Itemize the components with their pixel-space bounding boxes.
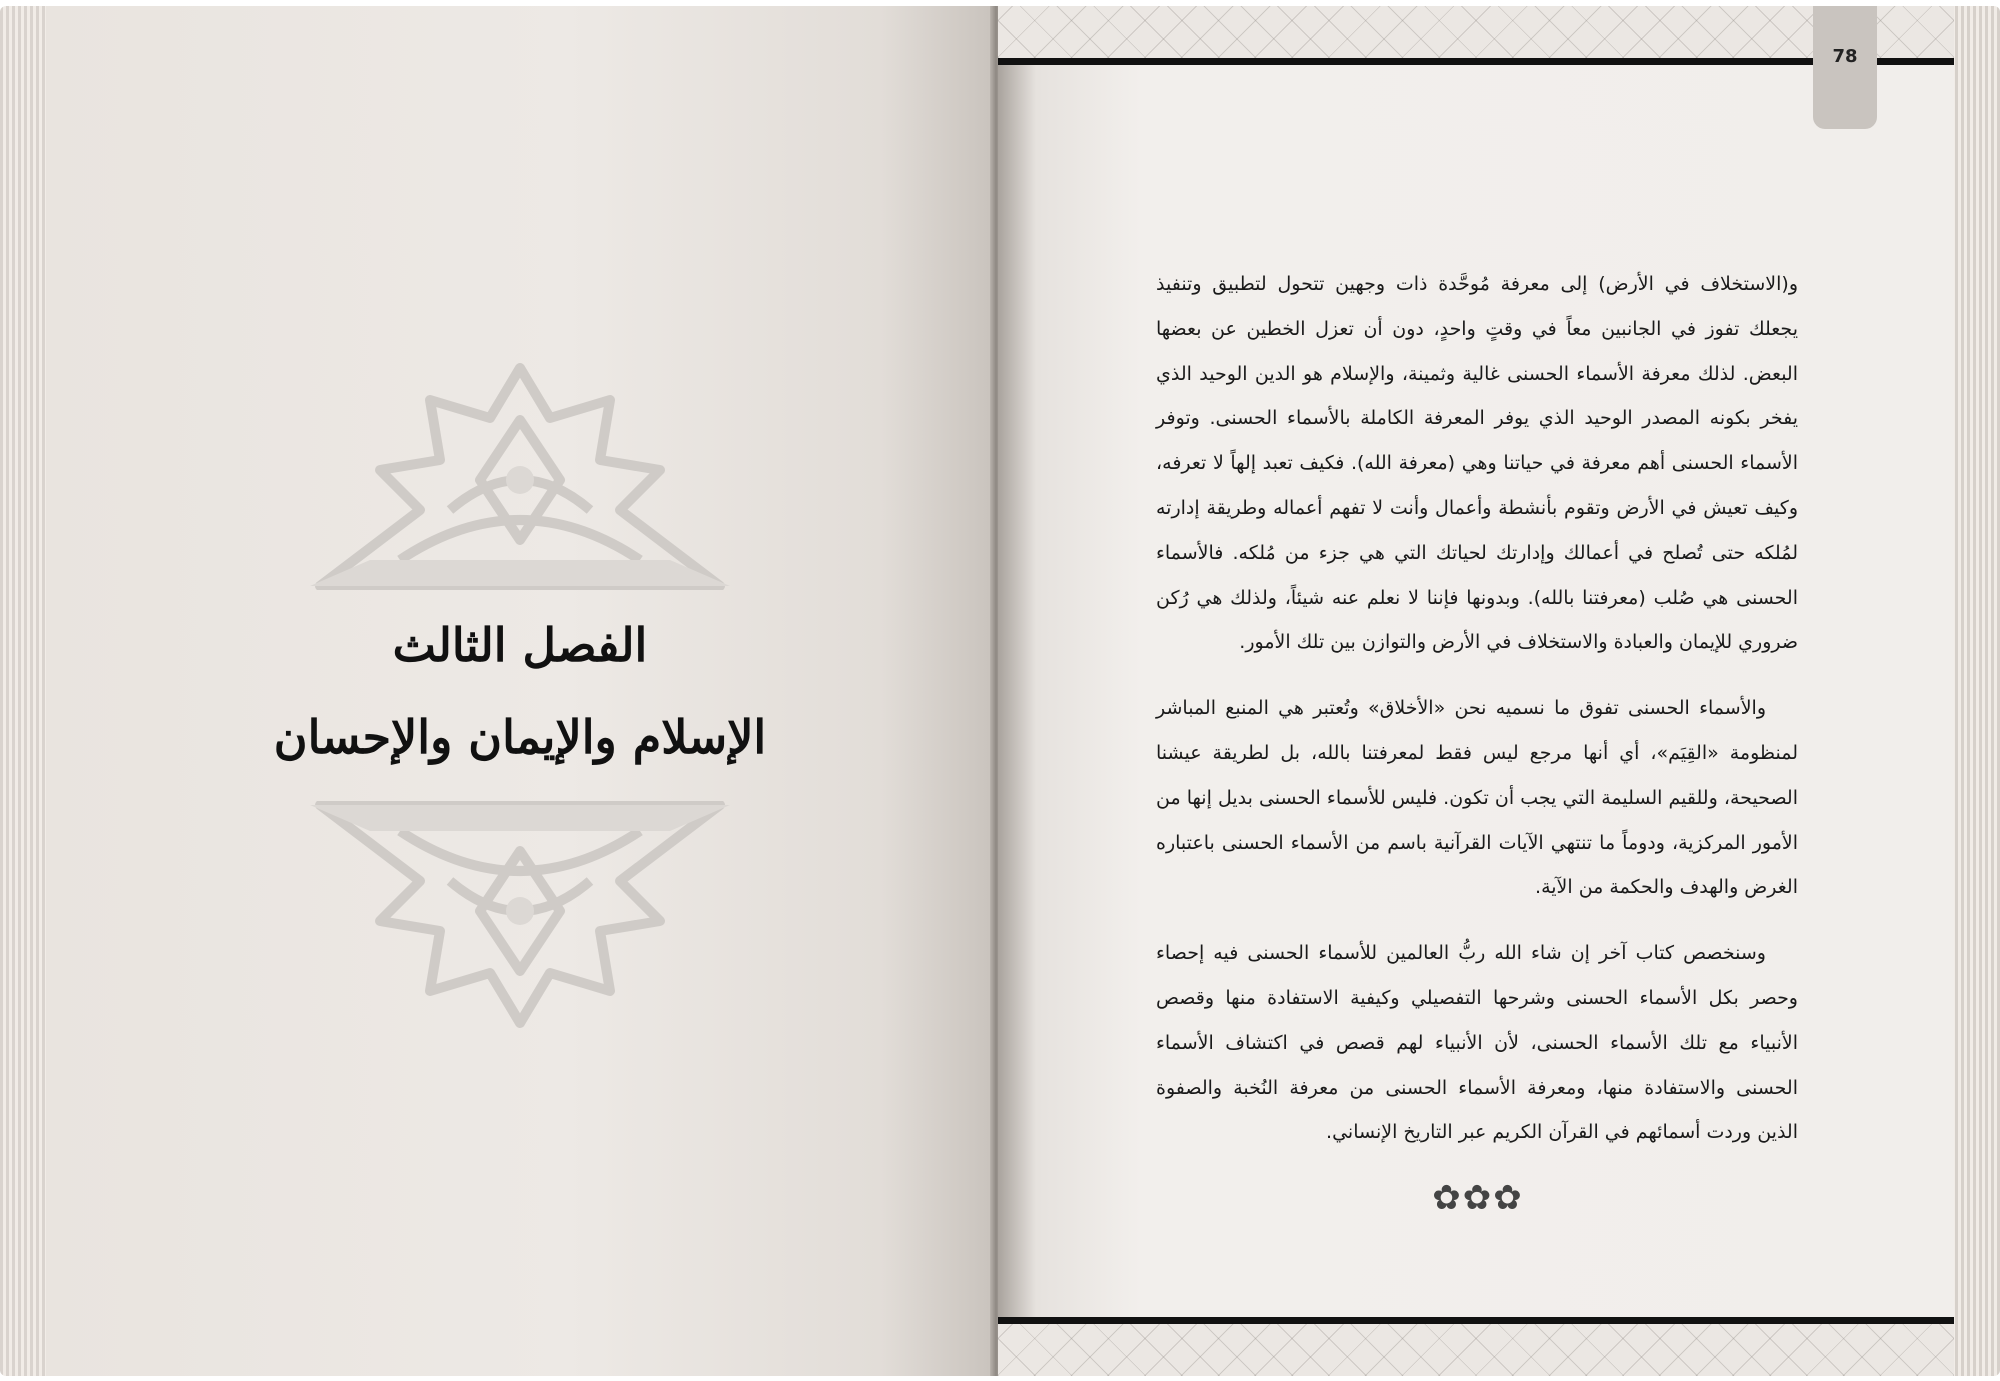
header-pattern-band (998, 6, 1954, 58)
page-number-tab (1813, 6, 1877, 129)
chapter-subtitle: الإسلام والإيمان والإحسان (273, 710, 767, 764)
paragraph: وسنخصص كتاب آخر إن شاء الله ربُّ العالمين للأسماء الحسنى فيه إحصاء وحصر بكل الأسماء الحسنى وشرحها التفصيلي وكيفية الاستفادة منها وقصص الأنبياء مع تلك الأسماء الحسنى، لأن الأنبياء لهم قصص في اكتشاف الأسماء الحسنى والاستفادة منها، ومعرفة الأسماء الحسنى من معرفة النُخبة والصفوة الذين وردت أسمائهم في القرآن الكريم عبر التاريخ الإنساني. (1156, 942, 1798, 1144)
header-rule (998, 58, 1954, 65)
left-page (46, 6, 994, 1376)
flower-separator-icon: ✿✿✿ (1432, 1178, 1524, 1218)
page-number: 78 (1832, 46, 1858, 67)
body-text (1156, 262, 1798, 1176)
bottom-ornament-icon (310, 801, 730, 1031)
paragraph: والأسماء الحسنى تفوق ما نسميه نحن «الأخلاق» وتُعتبر هي المنبع المباشر لمنظومة «القِيَم»، أي أنها مرجع ليس فقط لمعرفتنا بالله، بل لطريقة عيشنا الصحيحة، وللقيم السليمة التي يجب أن تكون. فليس للأسماء الحسنى بديل إنها من الأمور المركزية، ودوماً ما تنتهي الآيات القرآنية باسم من الأسماء الحسنى باعتباره الغرض والهدف والحكمة من الآية. (1156, 697, 1798, 899)
left-page-edges (0, 6, 48, 1376)
right-page (998, 6, 1954, 1376)
right-page-edges (1952, 6, 2000, 1376)
footer-pattern-band (998, 1324, 1954, 1376)
paragraph: و(الاستخلاف في الأرض) إلى معرفة مُوحَّدة ذات وجهين تتحول لتطبيق وتنفيذ يجعلك تفوز في الجانبين معاً في وقتٍ واحدٍ، دون أن تعزل الخطين عن بعضها البعض. لذلك معرفة الأسماء الحسنى غالية وثمينة، والإسلام هو الدين الوحيد الذي يفخر بكونه المصدر الوحيد الذي يوفر المعرفة الكاملة بالأسماء الحسنى. وتوفر الأسماء الحسنى أهم معرفة في حياتنا وهي (معرفة الله). فكيف تعبد إلهاً لا تعرفه، وكيف تعيش في الأرض وتقوم بأنشطة وأعمال وأنت لا تفهم أعماله وطريقة إدارته لمُلكه حتى تُصلح في أعمالك وإدارتك لحياتك التي هي جزء من مُلكه. فالأسماء الحسنى هي صُلب (معرفتنا بالله). وبدونها فإننا لا نعلم عنه شيئاً، ولذلك هي رُكن ضروري للإيمان والعبادة والاستخلاف في الأرض والتوازن بين تلك الأمور. (1156, 273, 1798, 654)
top-ornament-icon (310, 360, 730, 590)
footer-rule (998, 1317, 1954, 1324)
chapter-title: الفصل الثالث (392, 618, 648, 672)
